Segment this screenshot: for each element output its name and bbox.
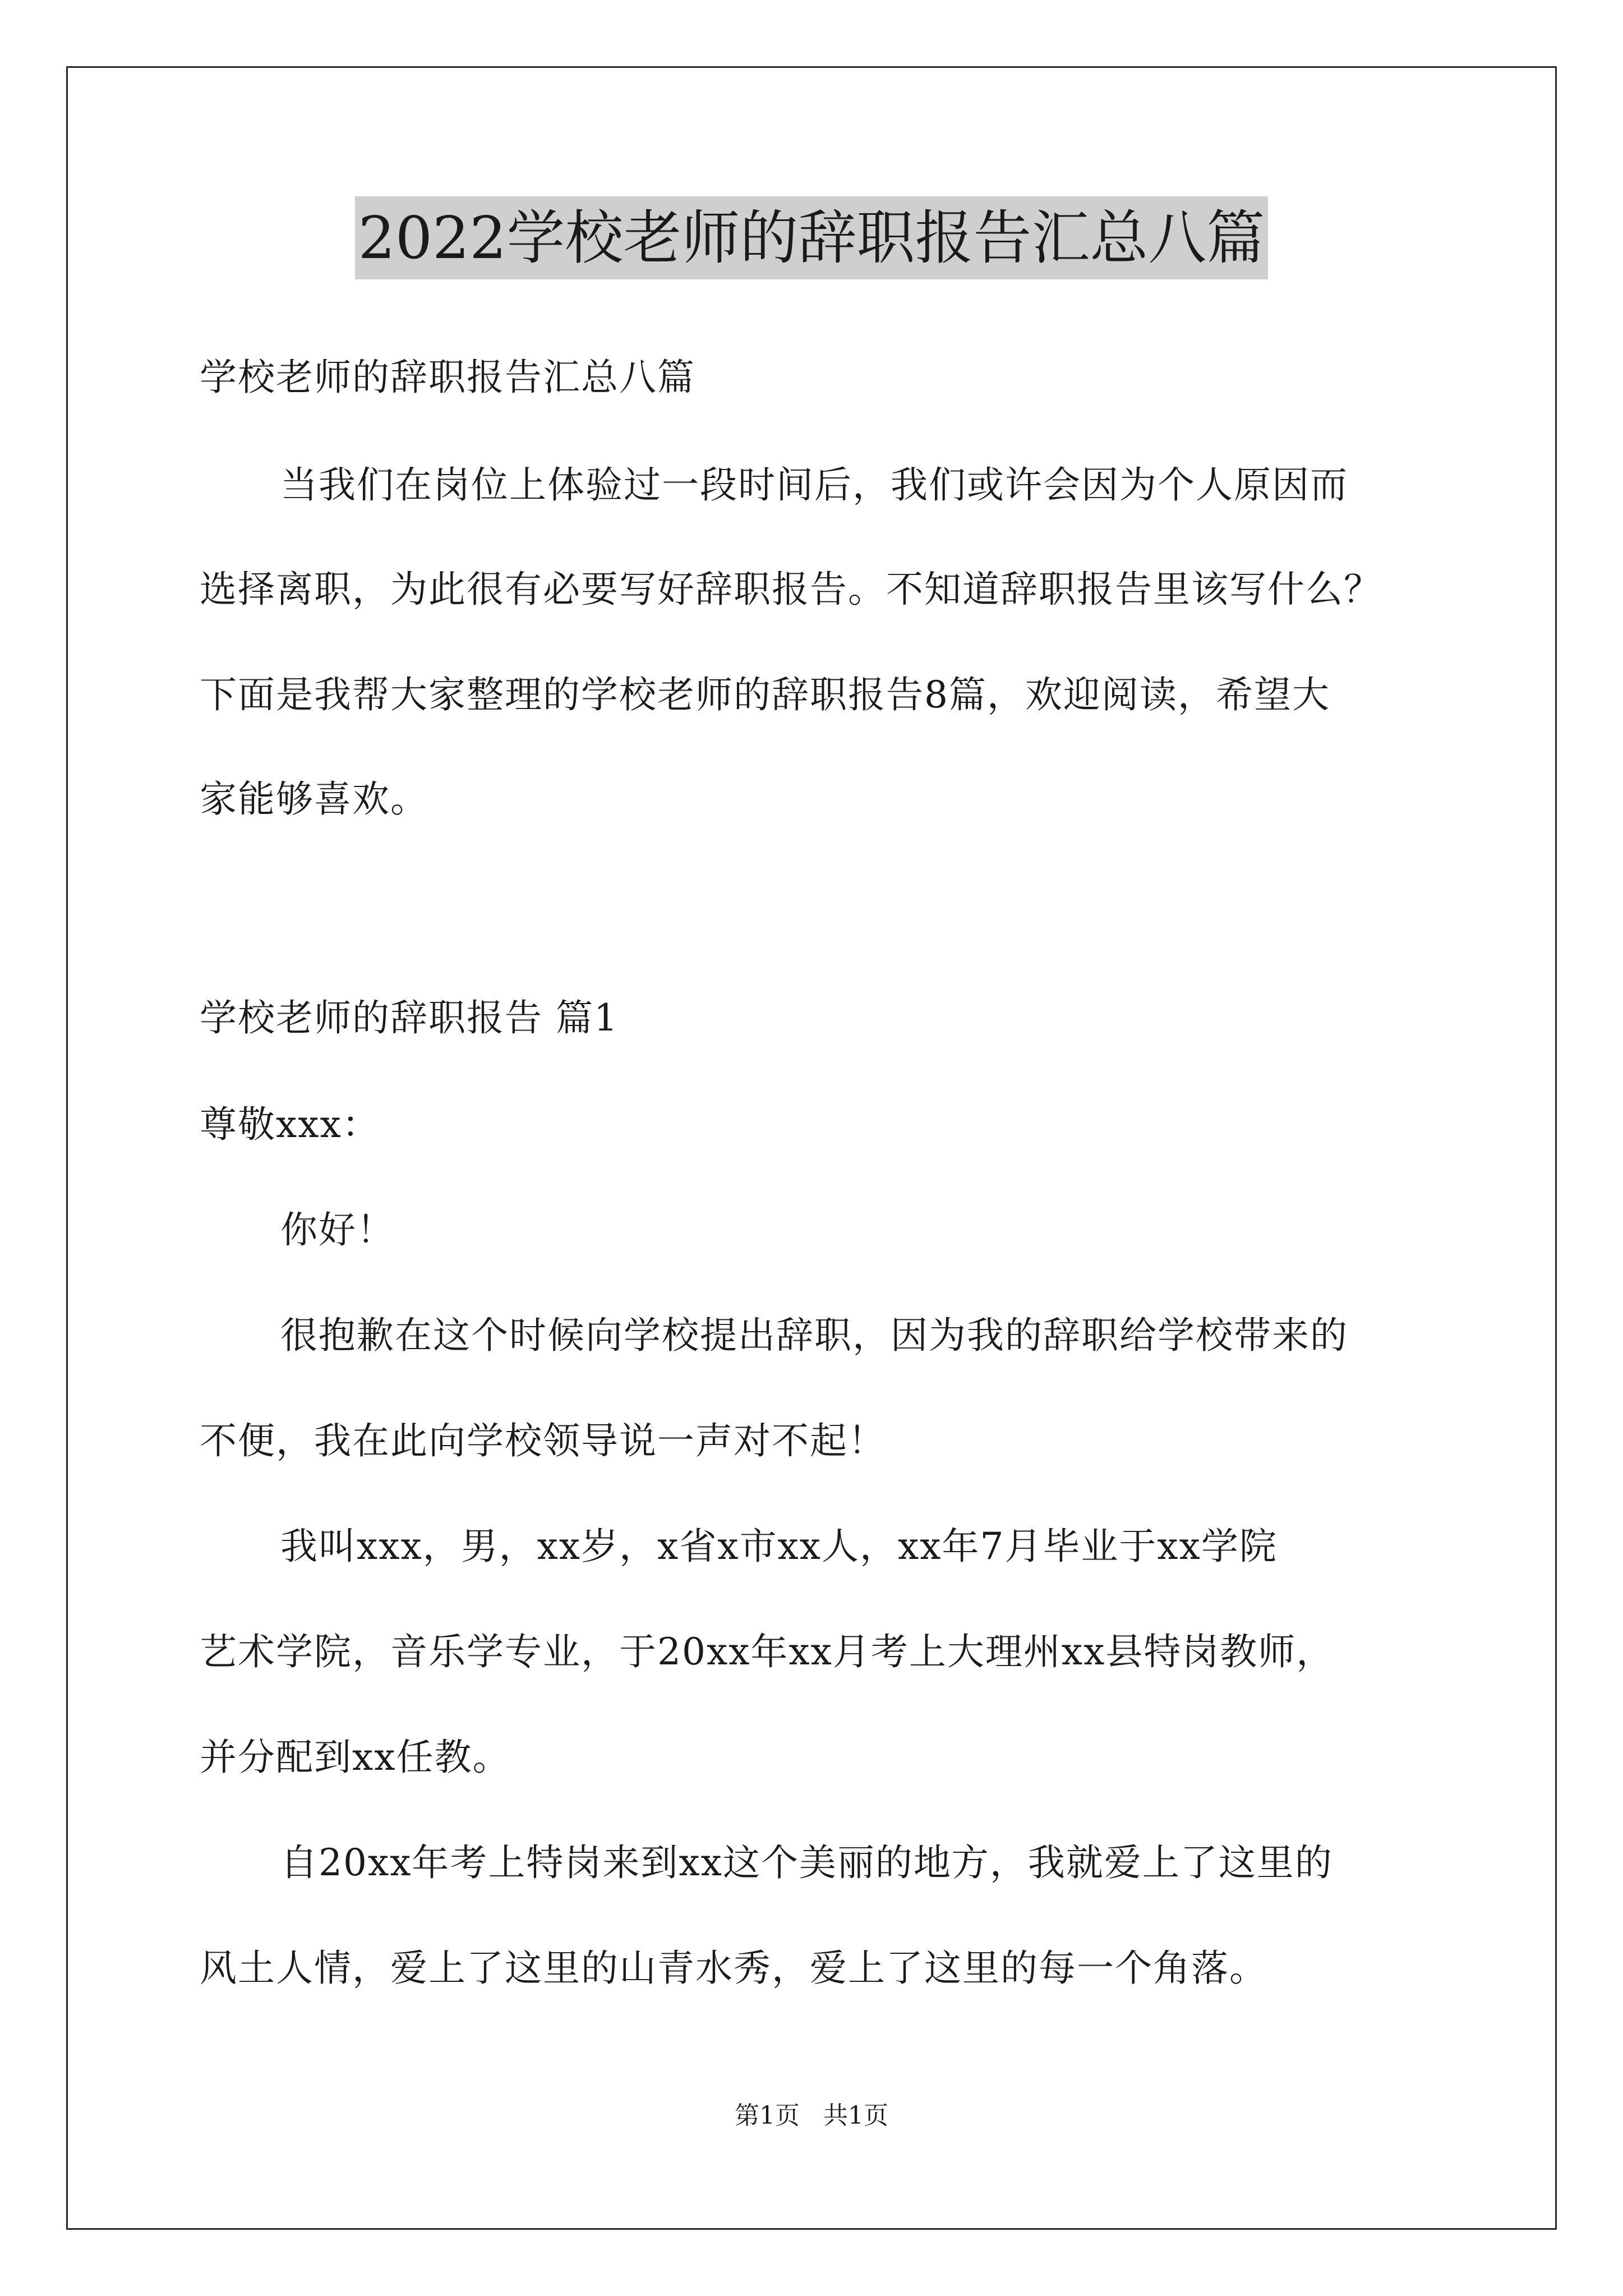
subtitle: 学校老师的辞职报告汇总八篇: [200, 356, 695, 399]
intro-line-1: 当我们在岗位上体验过一段时间后，我们或许会因为个人原因而: [280, 463, 1348, 507]
body-line-7: 风土人情，爱上了这里的山青水秀，爱上了这里的每一个角落。: [200, 1947, 1267, 1990]
intro-line-2: 选择离职，为此很有必要写好辞职报告。不知道辞职报告里该写什么？: [200, 568, 1382, 611]
page-total: 共1页: [823, 2101, 888, 2130]
document-title: 2022学校老师的辞职报告汇总八篇: [355, 196, 1269, 279]
body-line-5: 并分配到xx任教。: [200, 1736, 511, 1779]
title-container: [0, 196, 1623, 279]
page-footer: [0, 2099, 1623, 2133]
intro-line-3: 下面是我帮大家整理的学校老师的辞职报告8篇，欢迎阅读，希望大: [200, 673, 1330, 716]
body-line-4: 艺术学院，音乐学专业，于20xx年xx月考上大理州xx县特岗教师，: [200, 1630, 1335, 1673]
body-line-3: 我叫xxx，男，xx岁，x省x市xx人，xx年7月毕业于xx学院: [280, 1525, 1278, 1568]
section-heading: 学校老师的辞职报告 篇1: [200, 996, 619, 1039]
greeting: 你好！: [280, 1208, 395, 1251]
page-current: 第1页: [735, 2101, 800, 2130]
salutation: 尊敬xxx：: [200, 1103, 380, 1146]
body-line-6: 自20xx年考上特岗来到xx这个美丽的地方，我就爱上了这里的: [280, 1841, 1333, 1884]
intro-line-4: 家能够喜欢。: [200, 777, 428, 821]
body-line-2: 不便，我在此向学校领导说一声对不起！: [200, 1419, 886, 1462]
body-line-1: 很抱歉在这个时候向学校提出辞职，因为我的辞职给学校带来的: [280, 1314, 1348, 1357]
